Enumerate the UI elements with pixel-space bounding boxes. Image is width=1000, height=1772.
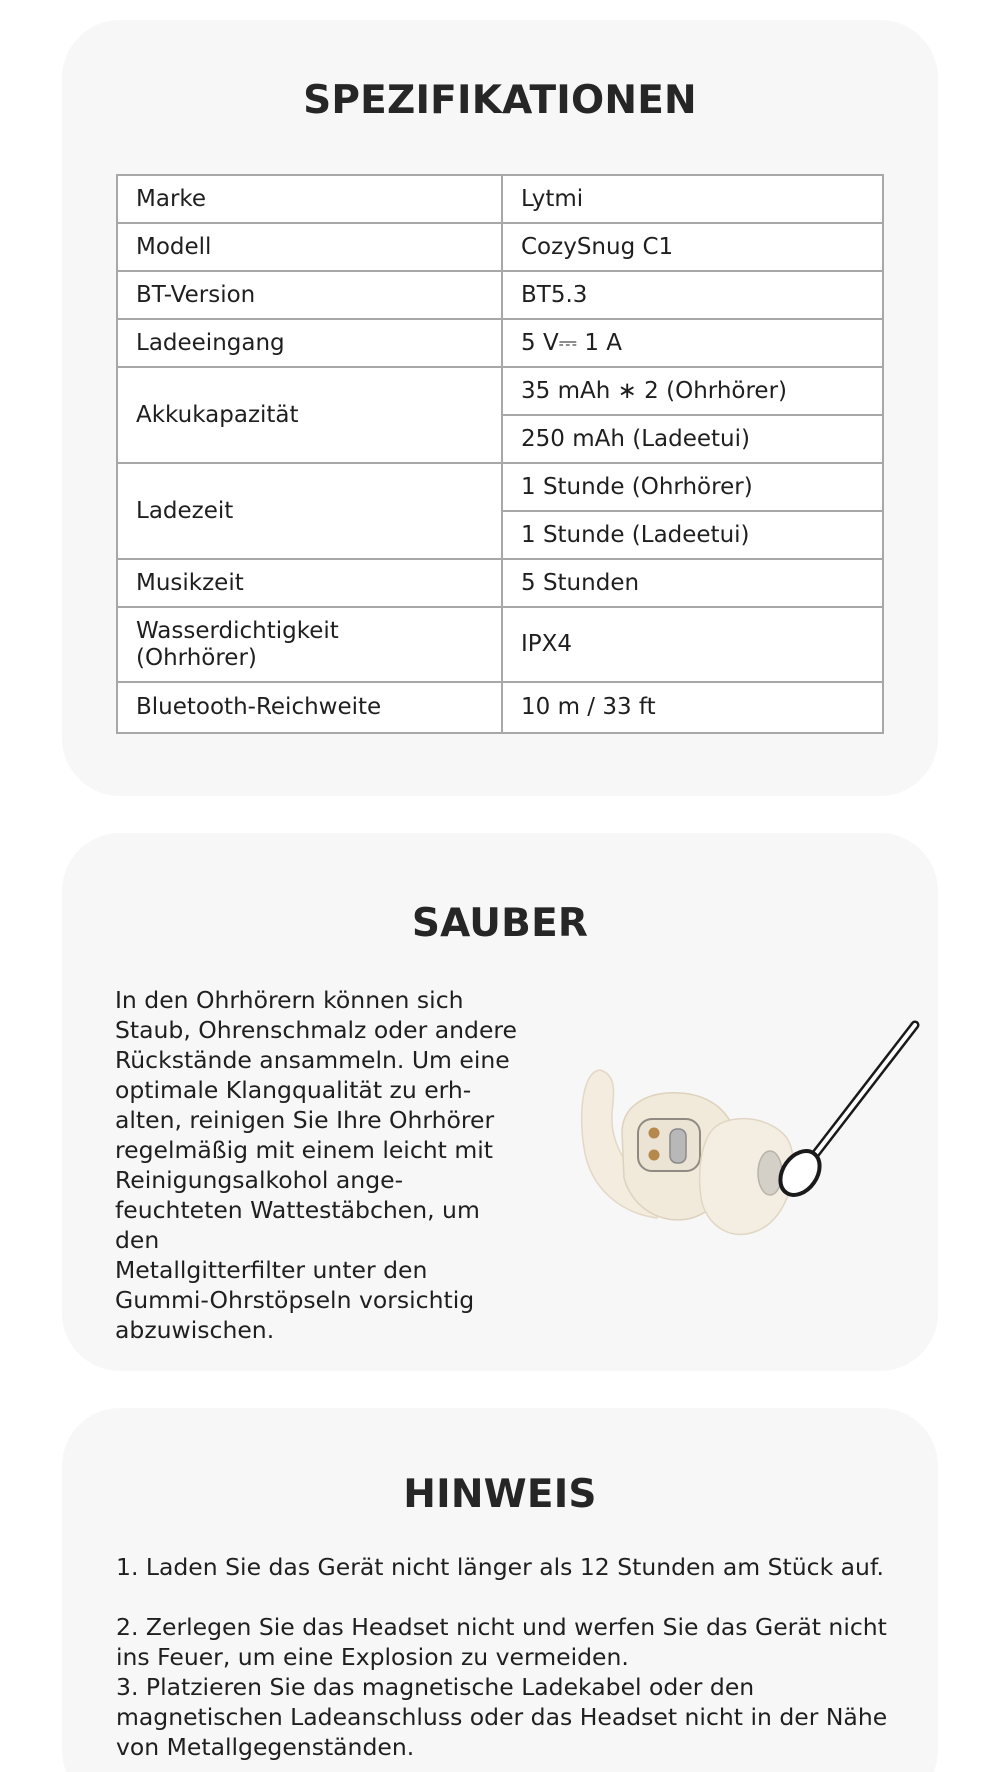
spec-value-charging-time-earbuds: 1 Stunde (Ohrhörer) bbox=[502, 463, 883, 511]
notice-title: HINWEIS bbox=[403, 1472, 597, 1517]
table-row bbox=[117, 319, 883, 367]
spec-label-battery-capacity: Akkukapazität bbox=[117, 367, 502, 463]
spec-label-waterproof: Wasserdichtigkeit (Ohrhörer) bbox=[117, 607, 502, 682]
spec-label-bt-version: BT-Version bbox=[117, 271, 502, 319]
spec-value-brand: Lytmi bbox=[502, 175, 883, 223]
table-row bbox=[117, 271, 883, 319]
cleaning-title: SAUBER bbox=[411, 901, 589, 946]
table-row bbox=[117, 463, 883, 511]
cleaning-card bbox=[62, 833, 938, 1371]
specifications-table bbox=[116, 174, 884, 734]
spec-value-waterproof: IPX4 bbox=[502, 607, 883, 682]
list-item: 1. Laden Sie das Gerät nicht länger als 12 Stunden am Stück auf. bbox=[116, 1553, 884, 1581]
table-row bbox=[117, 367, 883, 415]
spec-label-brand: Marke bbox=[117, 175, 502, 223]
spec-value-battery-earbuds: 35 mAh ∗ 2 (Ohrhörer) bbox=[502, 367, 883, 415]
table-row bbox=[117, 607, 883, 682]
table-row bbox=[117, 175, 883, 223]
notice-card bbox=[62, 1408, 938, 1772]
spec-value-charging-input: 5 V⎓ 1 A bbox=[502, 319, 883, 367]
table-row bbox=[117, 559, 883, 607]
specifications-title: SPEZIFIKATIONEN bbox=[303, 78, 697, 123]
mesh-filter bbox=[758, 1151, 782, 1195]
spec-value-battery-case: 250 mAh (Ladeetui) bbox=[502, 415, 883, 463]
spec-label-bluetooth-range: Bluetooth-Reichweite bbox=[117, 682, 502, 733]
cleaning-instructions: In den Ohrhörern können sich Staub, Ohrenschmalz oder andere Rückstände ansammeln. Um eine optimale Klangqualität zu erh- alten, reinigen Sie Ihre Ohrhörer regelmäßig mit einem leicht mit Reinigungsalkohol ange- feuchteten Wattestäbchen, um den Metallgitterfilter unter den Gummi-Ohrstöpseln vorsichtig abzuwischen. bbox=[115, 986, 518, 1344]
spec-value-music-time: 5 Stunden bbox=[502, 559, 883, 607]
specifications-card bbox=[62, 20, 938, 796]
spec-value-charging-time-case: 1 Stunde (Ladeetui) bbox=[502, 511, 883, 559]
spec-label-model: Modell bbox=[117, 223, 502, 271]
notice-list bbox=[116, 1552, 916, 1762]
spec-value-bt-version: BT5.3 bbox=[502, 271, 883, 319]
table-row bbox=[117, 682, 883, 733]
list-item: 2. Zerlegen Sie das Headset nicht und werfen Sie das Gerät nicht ins Feuer, um eine Explosion zu vermeiden. bbox=[116, 1613, 887, 1671]
spec-label-charging-time: Ladezeit bbox=[117, 463, 502, 559]
table-row bbox=[117, 223, 883, 271]
list-item: 3. Platzieren Sie das magnetische Ladekabel oder den magnetischen Ladeanschluss oder das Headset nicht in der Nähe von Metallgegenständen. bbox=[116, 1673, 888, 1761]
earbud-cleaning-illustration bbox=[562, 1013, 932, 1293]
cotton-swab-icon bbox=[807, 1025, 915, 1165]
charging-contacts-icon bbox=[638, 1119, 700, 1171]
spec-value-bluetooth-range: 10 m / 33 ft bbox=[502, 682, 883, 733]
spec-label-music-time: Musikzeit bbox=[117, 559, 502, 607]
spec-value-model: CozySnug C1 bbox=[502, 223, 883, 271]
spec-label-charging-input: Ladeeingang bbox=[117, 319, 502, 367]
